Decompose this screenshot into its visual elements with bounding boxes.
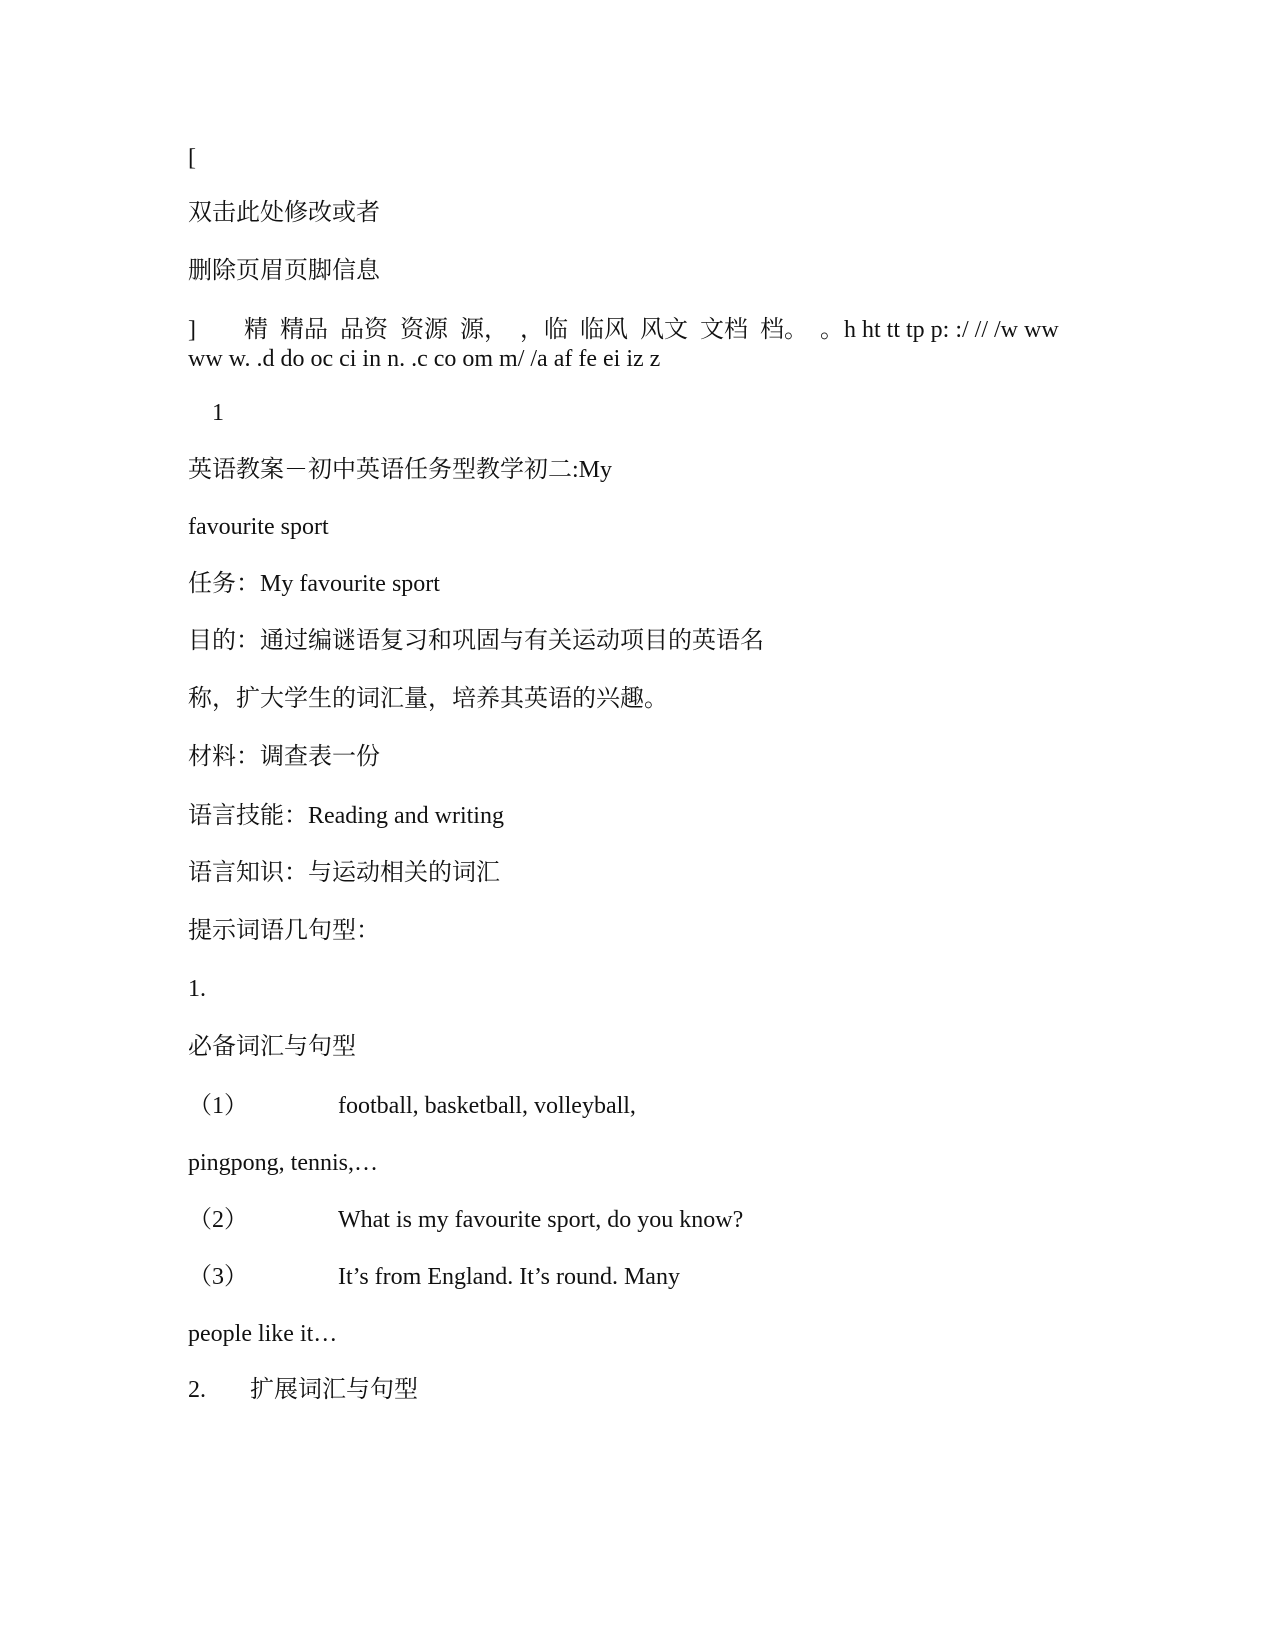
document-title-line-1: 英语教案－初中英语任务型教学初二:My [188, 457, 613, 483]
item-3-text: It’s from England. It’s round. Many [338, 1264, 680, 1290]
item-2-label: （2） [188, 1207, 248, 1233]
item-2-text: What is my favourite sport, do you know? [338, 1207, 744, 1233]
purpose-line-2: 称，扩大学生的词汇量，培养其英语的兴趣。 [188, 686, 668, 712]
header-notice-line-3: ] 精 精品 品资 资源 源， ，临 临风 风文 文档 档。 。h ht tt tp p: :/ // /w ww [188, 317, 1059, 343]
section-2-number: 2. [188, 1377, 206, 1403]
header-notice-line-2[interactable]: 删除页眉页脚信息 [188, 258, 380, 284]
item-3-continuation: people like it… [188, 1321, 338, 1347]
header-open-bracket: [ [188, 145, 196, 171]
section-1-title: 必备词汇与句型 [188, 1034, 356, 1060]
skills-line: 语言技能：Reading and writing [188, 803, 504, 829]
materials-line: 材料：调查表一份 [188, 744, 380, 770]
section-1-number: 1. [188, 976, 206, 1002]
item-1-label: （1） [188, 1093, 248, 1119]
item-1-text: football, basketball, volleyball, [338, 1093, 636, 1119]
header-notice-line-1[interactable]: 双击此处修改或者 [188, 200, 380, 226]
item-1-continuation: pingpong, tennis,… [188, 1150, 378, 1176]
section-2-title: 扩展词汇与句型 [250, 1377, 418, 1403]
header-notice-line-4: ww w. .d do oc ci in n. .c co om m/ /a af fe ei iz z [188, 346, 661, 372]
purpose-line-1: 目的：通过编谜语复习和巩固与有关运动项目的英语名 [188, 628, 764, 654]
document-title-line-2: favourite sport [188, 514, 329, 540]
page-number: 1 [212, 400, 224, 426]
knowledge-line: 语言知识：与运动相关的词汇 [188, 860, 500, 886]
prompt-heading: 提示词语几句型： [188, 918, 380, 944]
item-3-label: （3） [188, 1264, 248, 1290]
task-line: 任务：My favourite sport [188, 571, 440, 597]
